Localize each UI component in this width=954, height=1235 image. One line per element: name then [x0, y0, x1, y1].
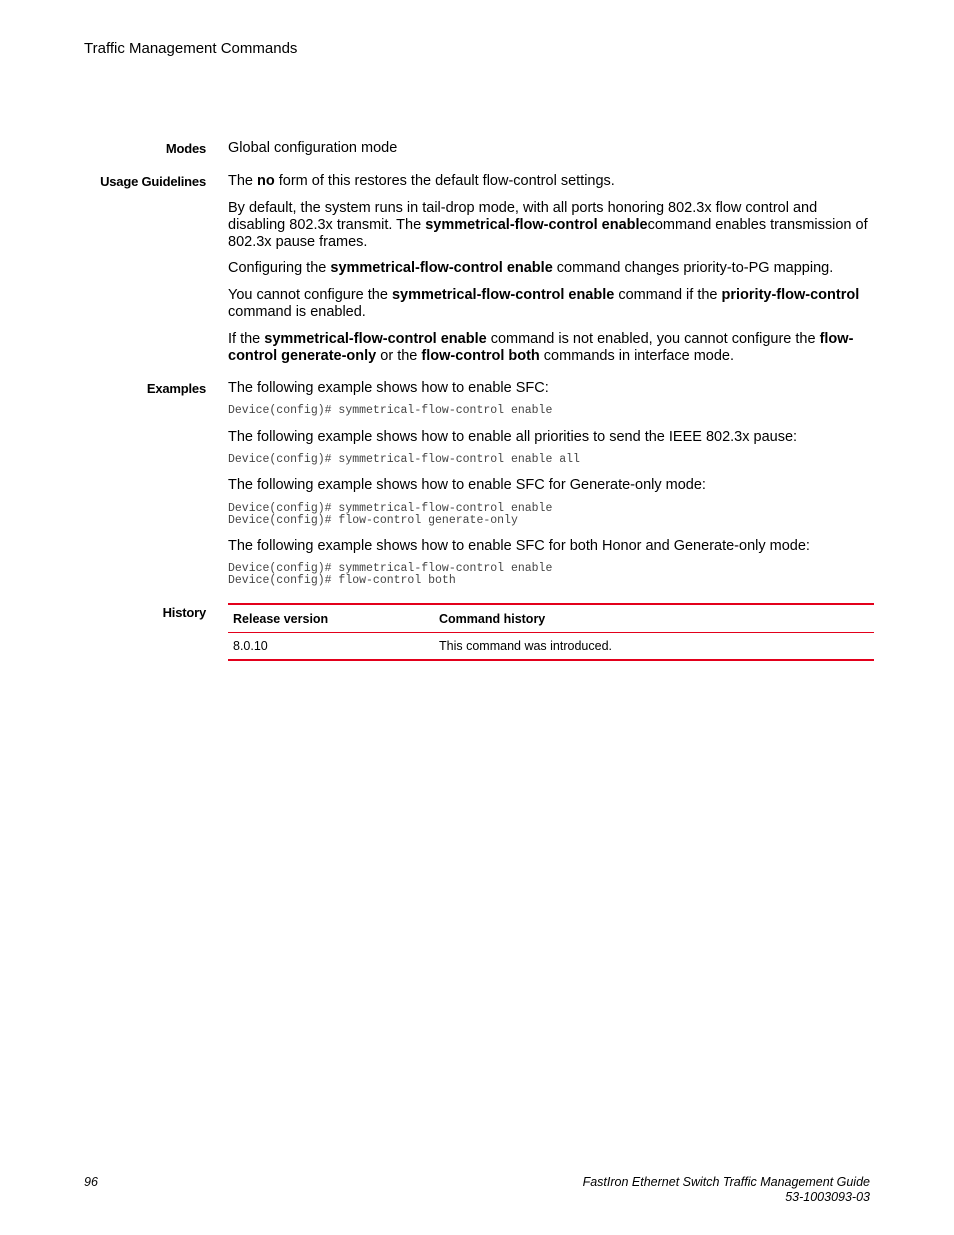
usage-paragraph-1: The no form of this restores the default flow-control settings. — [228, 173, 615, 189]
running-header: Traffic Management Commands — [84, 40, 298, 57]
example-2-description: The following example shows how to enable all priorities to send the IEEE 802.3x pause: — [228, 429, 798, 445]
table-row — [228, 633, 874, 661]
modes-body — [228, 140, 868, 157]
usage-body — [228, 173, 868, 365]
history-cell-command: This command was introduced. — [434, 633, 874, 661]
history-label: History — [162, 605, 206, 620]
examples-body — [228, 380, 868, 587]
example-1-code: Device(config)# symmetrical-flow-control enable — [228, 404, 553, 417]
history-table — [228, 603, 874, 661]
history-header-release: Release version — [228, 604, 434, 633]
usage-paragraph-3: Configuring the symmetrical-flow-control enable command changes priority-to-PG mapping. — [228, 260, 834, 276]
example-3-description: The following example shows how to enable SFC for Generate-only mode: — [228, 477, 706, 493]
footer-guide-title: FastIron Ethernet Switch Traffic Management Guide — [582, 1175, 870, 1189]
modes-text: Global configuration mode — [228, 140, 398, 156]
example-4-description: The following example shows how to enable SFC for both Honor and Generate-only mode: — [228, 538, 810, 554]
usage-paragraph-2: By default, the system runs in tail-drop mode, with all ports honoring 802.3x flow control and disabling 802.3x transmit. The symmetrical-flow-control enablecommand enables transmission of 802.3x pause frames. — [228, 200, 868, 250]
example-2-code: Device(config)# symmetrical-flow-control enable all — [228, 453, 580, 466]
history-header-row — [228, 604, 874, 633]
usage-paragraph-4: You cannot configure the symmetrical-flow-control enable command if the priority-flow-control command is enabled. — [228, 287, 860, 320]
footer-doc-number: 53-1003093-03 — [785, 1190, 870, 1204]
example-1-description: The following example shows how to enable SFC: — [228, 380, 549, 396]
usage-label: Usage Guidelines — [100, 174, 206, 189]
page-number: 96 — [84, 1175, 98, 1189]
history-header-command: Command history — [434, 604, 874, 633]
example-3-code: Device(config)# symmetrical-flow-control enable Device(config)# flow-control generate-only — [228, 502, 553, 527]
modes-label: Modes — [165, 141, 206, 156]
examples-label: Examples — [146, 381, 206, 396]
usage-paragraph-5: If the symmetrical-flow-control enable command is not enabled, you cannot configure the flow-control generate-only or the flow-control both commands in interface mode. — [228, 331, 854, 364]
history-cell-release: 8.0.10 — [228, 633, 434, 661]
footer-document-info — [583, 1175, 870, 1205]
example-4-code: Device(config)# symmetrical-flow-control enable Device(config)# flow-control both — [228, 562, 553, 587]
